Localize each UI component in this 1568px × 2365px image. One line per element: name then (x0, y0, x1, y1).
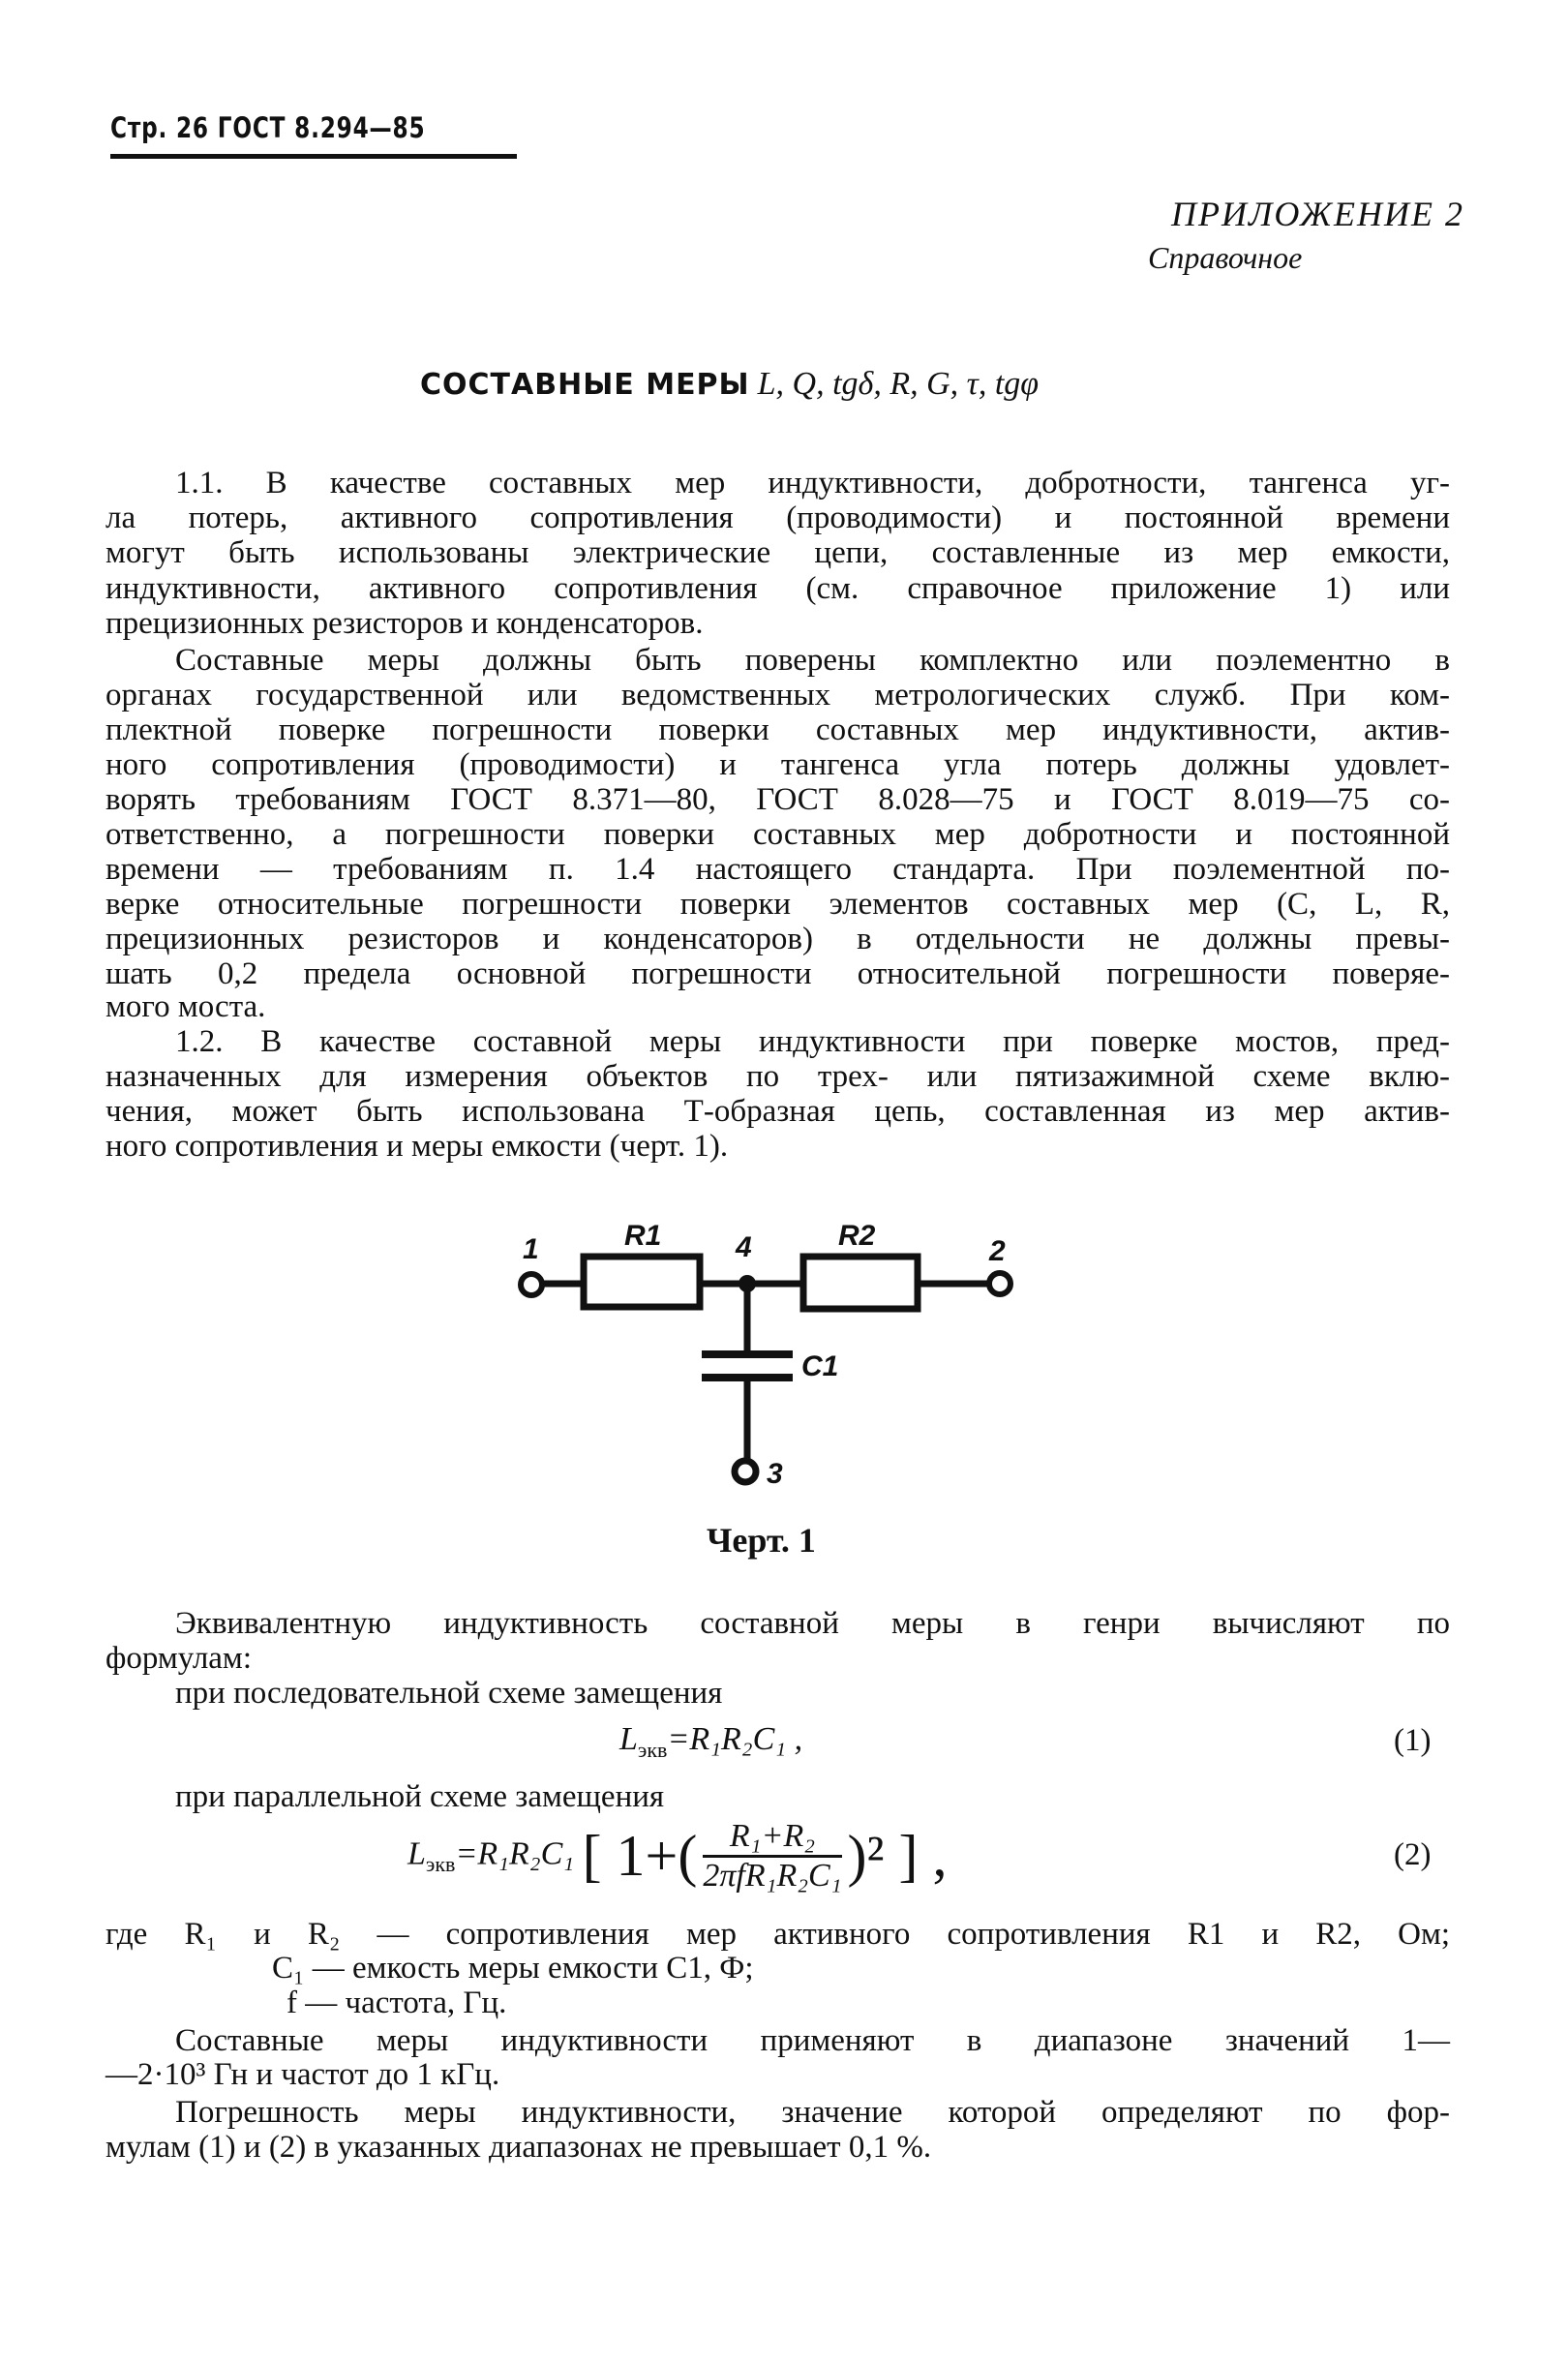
paragraph-line: ного сопротивления (проводимости) и тангенса угла потерь должны удовлет- (106, 747, 1450, 782)
formula-1-number: (1) (1394, 1723, 1432, 1758)
paragraph-line: ного сопротивления и меры емкости (черт. 1). (106, 1129, 729, 1164)
c1-label: C1 (801, 1350, 839, 1382)
formula-lhs: L (407, 1835, 426, 1872)
series-label: при последовательной схеме замещения (175, 1676, 723, 1711)
formula-rhs: =R₁R₂C₁ , (667, 1721, 803, 1757)
node-4 (739, 1275, 756, 1292)
terminal-3-label: 3 (767, 1458, 783, 1490)
formula-sub: экв (425, 1852, 456, 1877)
paragraph-line: Составные меры должны быть поверены комплектно или поэлементно в (175, 643, 1450, 678)
appendix-subtitle: Справочное (1148, 240, 1303, 275)
paragraph-line: ворять требованиям ГОСТ 8.371—80, ГОСТ 8.028—75 и ГОСТ 8.019—75 со- (106, 782, 1450, 817)
terminal-1 (521, 1274, 542, 1295)
paragraph-line: чения, может быть использована Т-образная цепь, составленная из мер актив- (106, 1094, 1450, 1129)
paragraph-line: назначенных для измерения объектов по трех- или пятизажимной схеме вклю- (106, 1059, 1450, 1094)
fraction-numerator: R₁+R₂ (703, 1818, 841, 1858)
fraction-denominator: 2πfR₁R₂C₁ (703, 1858, 842, 1894)
r1-label: R1 (624, 1220, 662, 1252)
paragraph-line: верке относительные погрешности поверки элементов составных мер (C, L, R, (106, 887, 1450, 922)
appendix-title: ПРИЛОЖЕНИЕ 2 (1171, 195, 1464, 233)
paragraph-line: шать 0,2 предела основной погрешности относительной погрешности поверяе- (106, 956, 1450, 991)
node-4-label: 4 (736, 1231, 752, 1263)
formula-sub: экв (637, 1737, 668, 1762)
terminal-2-label: 2 (989, 1235, 1006, 1267)
paragraph-line: Погрешность меры индуктивности, значение которой определяют по фор- (175, 2095, 1450, 2130)
formula-lhs: L (619, 1721, 638, 1757)
formula-2 (407, 1818, 948, 1895)
formula-open: [ 1+( (582, 1824, 698, 1888)
formula-2-number: (2) (1394, 1837, 1432, 1872)
r2-label: R2 (838, 1220, 876, 1252)
formula-1 (619, 1721, 802, 1763)
terminal-2 (989, 1273, 1010, 1294)
paragraph-line: органах государственной или ведомственных метрологических служб. При ком- (106, 678, 1450, 713)
formula-rhs: =R₁R₂C₁ (455, 1835, 575, 1872)
page-header: Стр. 26 ГОСТ 8.294—85 (110, 111, 426, 144)
section-title-text: СОСТАВНЫЕ МЕРЫ (420, 368, 750, 402)
paragraph-line: формулам: (106, 1641, 252, 1676)
paragraph-line: —2·10³ Гн и частот до 1 кГц. (106, 2057, 500, 2092)
terminal-3 (735, 1461, 756, 1482)
where-line: где R₁ и R₂ — сопротивления мер активного сопротивления R1 и R2, Ом; (106, 1917, 1450, 1952)
paragraph-line: прецизионных резисторов и конденсаторов. (106, 606, 704, 641)
paragraph-line: мого моста. (106, 989, 266, 1024)
formula-close: )² ] , (847, 1824, 948, 1888)
paragraph-line: прецизионных резисторов и конденсаторов) в отдельности не должны превы- (106, 922, 1450, 956)
resistor-r2 (803, 1257, 918, 1309)
paragraph-line: индуктивности, активного сопротивления (см. справочное приложение 1) или (106, 571, 1450, 606)
paragraph-line: могут быть использованы электрические цепи, составленные из мер емкости, (106, 535, 1450, 570)
paragraph-line: Составные меры индуктивности применяют в диапазоне значений 1— (175, 2023, 1450, 2058)
figure-caption: Черт. 1 (707, 1521, 816, 1560)
paragraph-line: ответственно, а погрешности поверки составных мер добротности и постоянной (106, 817, 1450, 852)
where-line: C₁ — емкость меры емкости C1, Ф; (272, 1951, 754, 1986)
resistor-r1 (584, 1257, 700, 1307)
paragraph-line: ла потерь, активного сопротивления (проводимости) и постоянной времени (106, 500, 1450, 535)
formula-fraction (703, 1818, 841, 1895)
paragraph-line: 1.2. В качестве составной меры индуктивности при поверке мостов, пред- (175, 1024, 1450, 1059)
terminal-1-label: 1 (523, 1233, 539, 1265)
paragraph-line: Эквивалентную индуктивность составной меры в генри вычисляют по (175, 1606, 1450, 1641)
paragraph-line: плектной поверке погрешности поверки составных мер индуктивности, актив- (106, 713, 1450, 747)
paragraph-line: 1.1. В качестве составных мер индуктивности, добротности, тангенса уг- (175, 466, 1450, 500)
paragraph-line: мулам (1) и (2) в указанных диапазонах не превышает 0,1 %. (106, 2130, 932, 2165)
paragraph-line: времени — требованиям п. 1.4 настоящего стандарта. При поэлементной по- (106, 852, 1450, 887)
section-title-symbols: L, Q, tgδ, R, G, τ, tgφ (757, 366, 1040, 402)
where-line: f — частота, Гц. (286, 1986, 507, 2020)
parallel-label: при параллельной схеме замещения (175, 1779, 665, 1814)
